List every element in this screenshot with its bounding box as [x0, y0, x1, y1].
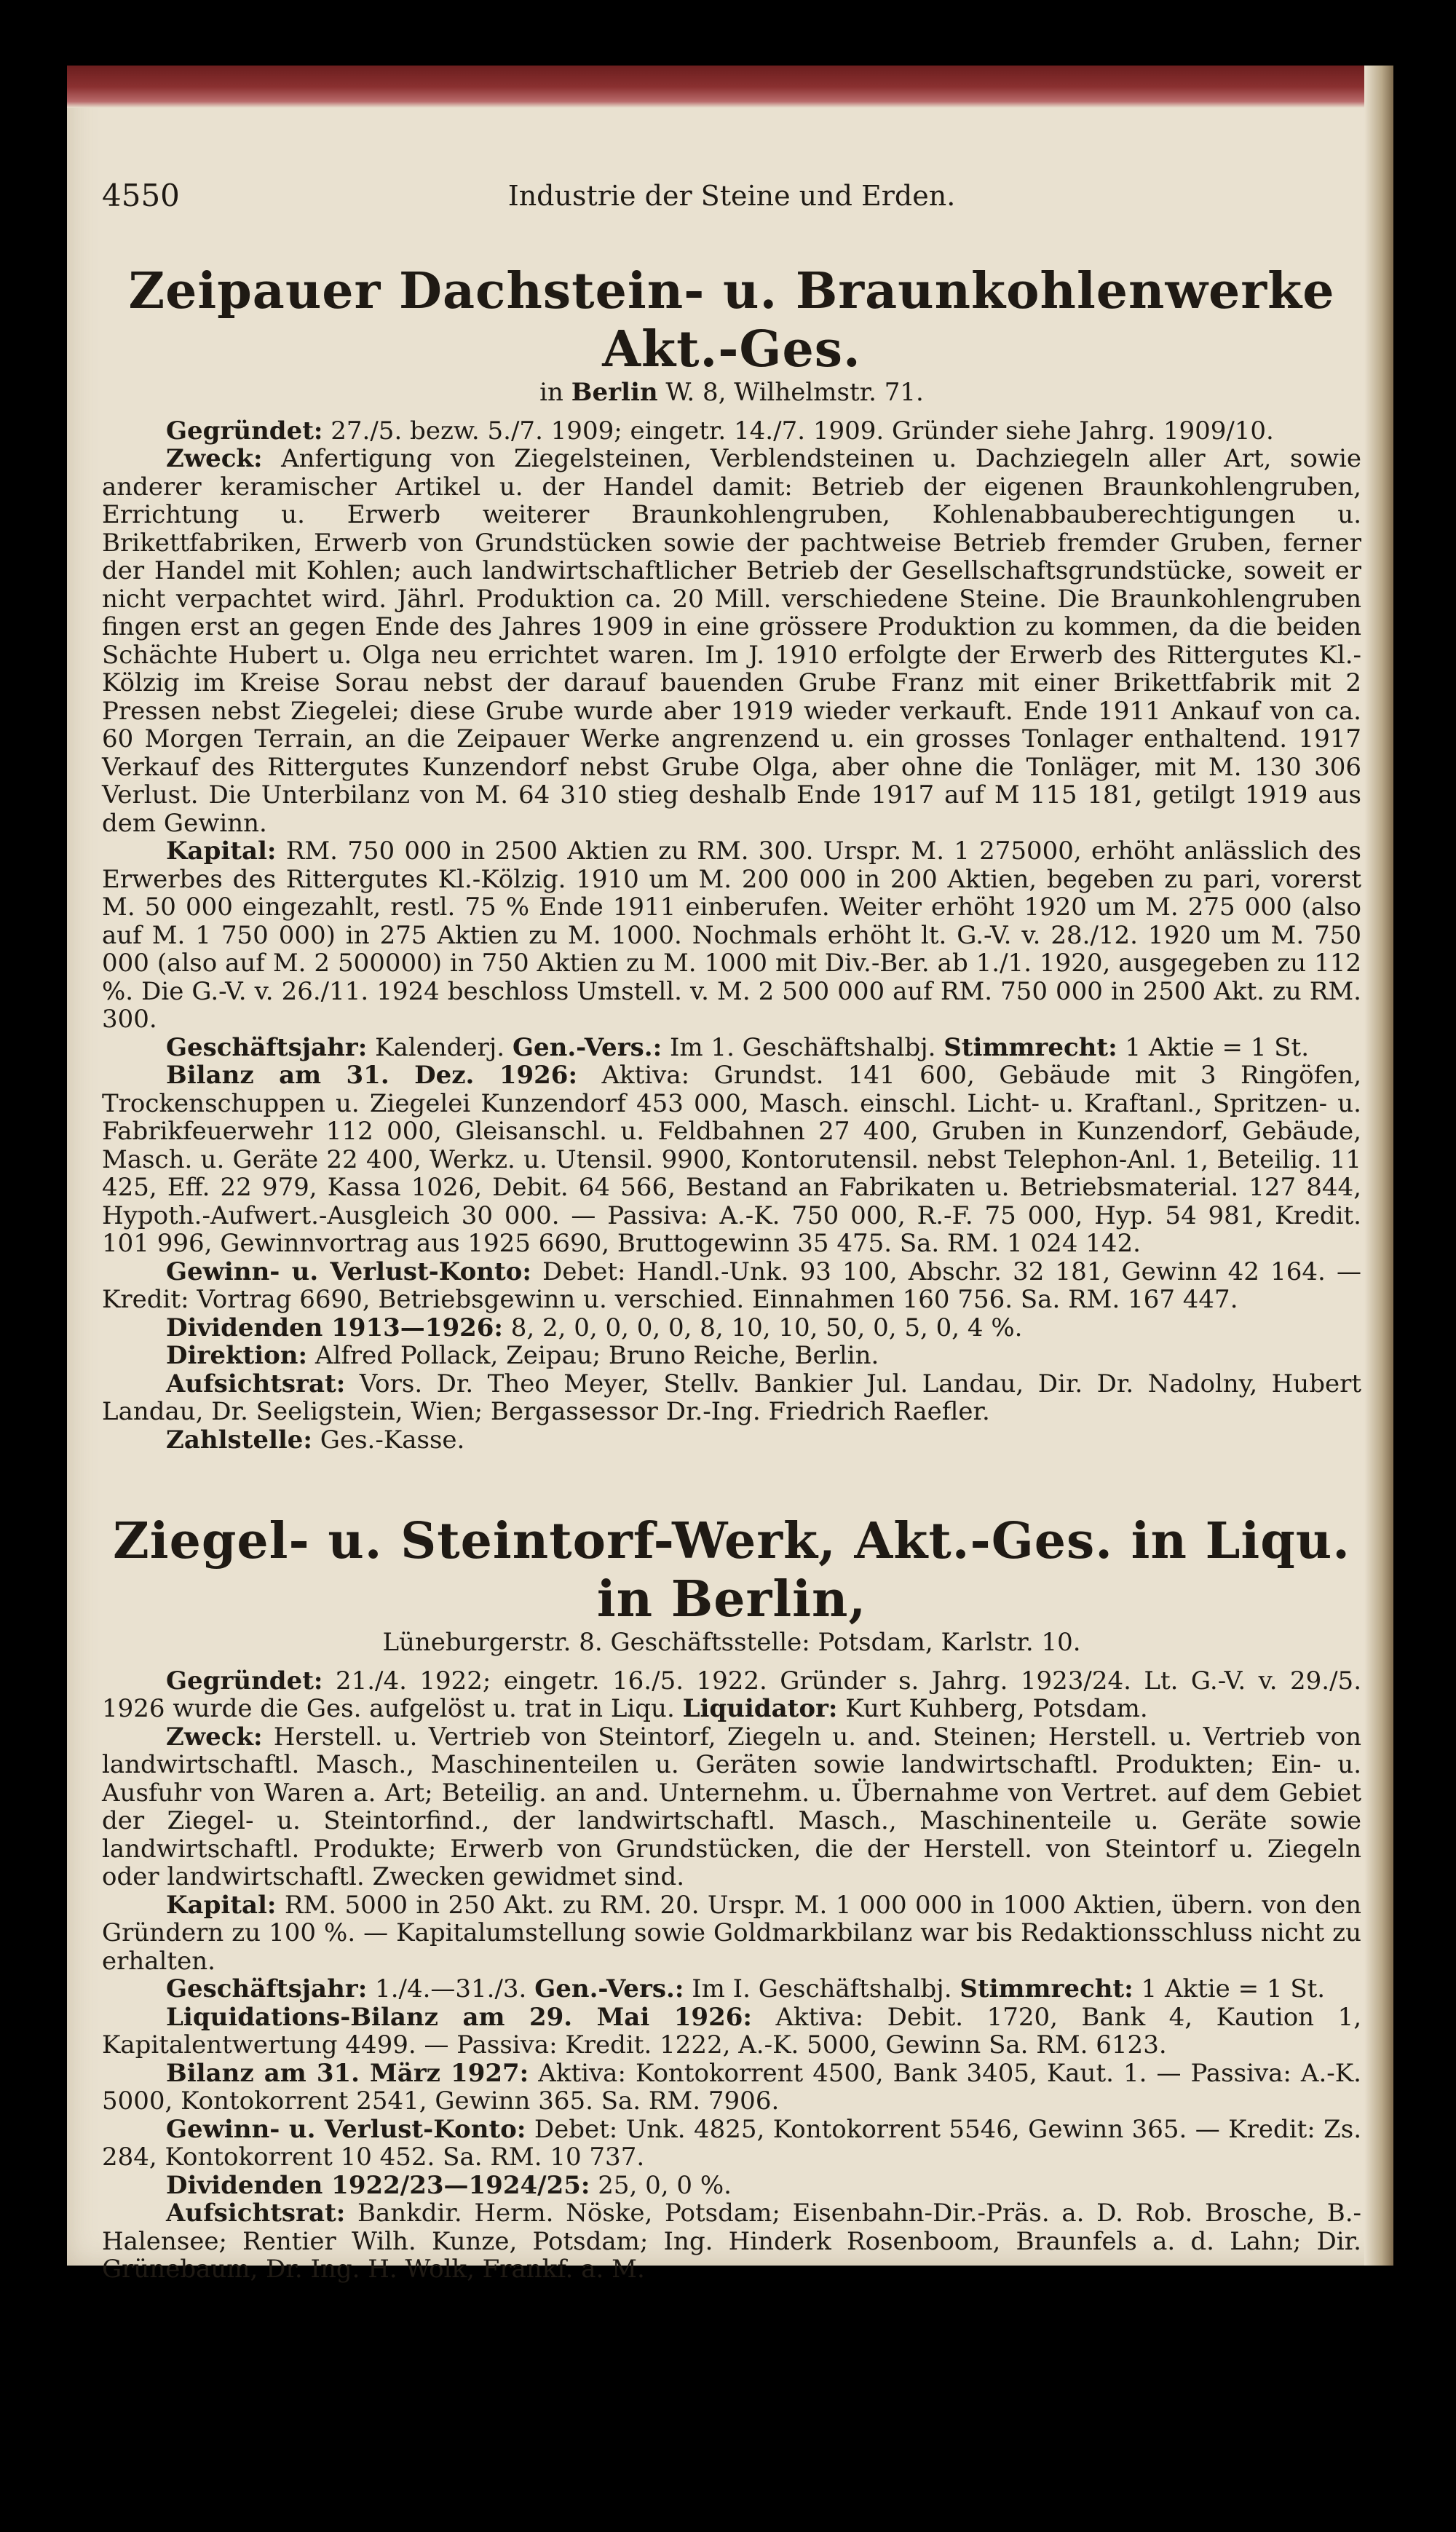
founded-paragraph: Gegründet: 27./5. bezw. 5./7. 1909; eingetr. 14./7. 1909. Gründer siehe Jahrg. 1909/10. — [166, 416, 1274, 446]
page-right-edge — [1364, 66, 1393, 2266]
company-title: Ziegel- u. Steintorf-Werk, Akt.-Ges. in Liqu. in Berlin, — [113, 1512, 1350, 1629]
balance-paragraph: Bilanz am 31. Dez. 1926: Aktiva: Grundst. 141 600, Gebäude mit 3 Ringöfen, Trockenschuppen u. Ziegelei Kunzendorf 453 000, Masch. einschl. Licht- u. Kraftanl., Spritzen- u. Fabrikfeuerwehr 112 000, Gleisanschl. u. Feldbahnen 27 400, Gruben in Kunzendorf, Gebäude, Masch. u. Geräte 22 400, Werkz. u. Utensil. 9900, Kontorutensil. nebst Telephon-Anl. 1, Beteilig. 11 425, Eff. 22 979, Kassa 1026, Debit. 64 566, Bestand an Fabrikaten u. Betriebsmaterial. 127 844, Hypoth.-Aufwert.-Ausgleich 30 000. — Passiva: A.-K. 750 000, R.-F. 75 000, Hyp. 54 981, Kredit. 101 996, Gewinnvortrag aus 1925 6690, Bruttogewinn 35 475. Sa. RM. 1 024 142. — [102, 1061, 1361, 1258]
company-location: in Berlin W. 8, Wilhelmstr. 71. — [539, 378, 924, 407]
section-gap — [102, 1454, 1361, 1512]
company-title: Zeipauer Dachstein- u. Braunkohlenwerke Akt.-Ges. — [128, 262, 1335, 379]
page-content — [102, 178, 1362, 2284]
page-number: 4550 — [102, 178, 180, 213]
dividends-paragraph: Dividenden 1913—1926: 8, 2, 0, 0, 0, 0, 8, 10, 10, 50, 0, 5, 0, 4 %. — [166, 1313, 1023, 1342]
running-header — [102, 178, 1361, 226]
book-page — [67, 66, 1393, 2284]
paying-agent-paragraph: Zahlstelle: Ges.-Kasse. — [166, 1425, 465, 1455]
capital-paragraph: Kapital: RM. 5000 in 250 Akt. zu RM. 20. Urspr. M. 1 000 000 in 1000 Aktien, übern. von den Gründern zu 100 %. — Kapitalumstellung sowie Goldmarkbilanz war bis Redaktionsschluss nicht zu erhalten. — [102, 1890, 1361, 1976]
founded-paragraph: Gegründet: 21./4. 1922; eingetr. 16./5. 1922. Gründer s. Jahrg. 1923/24. Lt. G.-V. v. 29./5. 1926 wurde die Ges. aufgelöst u. trat in Liqu. Liquidator: Kurt Kuhberg, Potsdam. — [102, 1666, 1361, 1723]
board-paragraph: Aufsichtsrat: Bankdir. Herm. Nöske, Potsdam; Eisenbahn-Dir.-Präs. a. D. Rob. Brosche, B.-Halensee; Rentier Wilh. Kunze, Potsdam; Ing. Hinderk Rosenboom, Braunfels a. d. Lahn; Dir. Grünebaum, Dr. Ing. H. Wolk, Frankf. a. M. — [102, 2199, 1361, 2284]
company-entry-1 — [102, 262, 1361, 1454]
balance-paragraph: Bilanz am 31. März 1927: Aktiva: Kontokorrent 4500, Bank 3405, Kaut. 1. — Passiva: A.-K. 5000, Kontokorrent 2541, Gewinn 365. Sa. RM. 7906. — [102, 2058, 1361, 2116]
book-spine-edge — [67, 66, 1393, 108]
running-title: Industrie der Steine und Erden. — [507, 180, 956, 212]
profit-loss-paragraph: Gewinn- u. Verlust-Konto: Debet: Unk. 4825, Kontokorrent 5546, Gewinn 365. — Kredit: Zs. 284, Kontokorrent 10 452. Sa. RM. 10 737. — [102, 2114, 1361, 2172]
fiscal-paragraph: Geschäftsjahr: Kalenderj. Gen.-Vers.: Im 1. Geschäftshalbj. Stimmrecht: 1 Aktie = 1 St. — [166, 1032, 1310, 1062]
purpose-paragraph: Zweck: Anfertigung von Ziegelsteinen, Verblendsteinen u. Dachziegeln aller Art, sowie anderer keramischer Artikel u. der Handel damit: Betrieb der eigenen Braunkohlengruben, Errichtung u. Erwerb weiterer Braunkohlengruben, Kohlenabbauberechtigungen u. Brikettfabriken, Erwerb von Grundstücken sowie der pachtweise Betrieb fremder Gruben, ferner der Handel mit Kohlen; auch landwirtschaftlicher Betrieb der Gesellschaftsgrundstücke, soweit er nicht verpachtet wird. Jährl. Produktion ca. 20 Mill. verschiedene Steine. Die Braunkohlengruben fingen erst an gegen Ende des Jahres 1909 in eine grössere Produktion zu kommen, da die beiden Schächte Hubert u. Olga neu errichtet waren. Im J. 1910 erfolgte der Erwerb des Rittergutes Kl.-Kölzig im Kreise Sorau nebst der darauf bauenden Grube Franz mit einer Brikettfabrik mit 2 Pressen nebst Ziegelei; diese Grube wurde aber 1919 wieder verkauft. Ende 1911 Ankauf von ca. 60 Morgen Terrain, an die Zeipauer Werke angrenzend u. ein grosses Tonlager enthaltend. 1917 Verkauf des Rittergutes Kunzendorf nebst Grube Olga, aber ohne die Tonläger, mit M. 130 306 Verlust. Die Unterbilanz von M. 64 310 stieg deshalb Ende 1917 auf M 115 181, getilgt 1919 aus dem Gewinn. — [102, 444, 1361, 838]
capital-paragraph: Kapital: RM. 750 000 in 2500 Aktien zu RM. 300. Urspr. M. 1 275000, erhöht anlässlich des Erwerbes des Rittergutes Kl.-Kölzig. 1910 um M. 200 000 in 200 Aktien, begeben zu pari, vorerst M. 50 000 eingezahlt, restl. 75 % Ende 1911 einberufen. Weiter erhöht 1920 um M. 275 000 (also auf M. 1 750 000) in 275 Aktien zu M. 1000. Nochmals erhöht lt. G.-V. v. 28./12. 1920 um M. 750 000 (also auf M. 2 500000) in 750 Aktien zu M. 1000 mit Div.-Ber. ab 1./1. 1920, ausgegeben zu 112 %. Die G.-V. v. 26./11. 1924 beschloss Umstell. v. M. 2 500 000 auf RM. 750 000 in 2500 Akt. zu RM. 300. — [102, 836, 1361, 1034]
liquidation-balance-paragraph: Liquidations-Bilanz am 29. Mai 1926: Aktiva: Debit. 1720, Bank 4, Kaution 1, Kapitalentwertung 4499. — Passiva: Kredit. 1222, A.-K. 5000, Gewinn Sa. RM. 6123. — [102, 2002, 1362, 2060]
direction-paragraph: Direktion: Alfred Pollack, Zeipau; Bruno Reiche, Berlin. — [166, 1341, 879, 1370]
company-entry-2 — [102, 1512, 1361, 2284]
board-paragraph: Aufsichtsrat: Vors. Dr. Theo Meyer, Stellv. Bankier Jul. Landau, Dir. Dr. Nadolny, Hubert Landau, Dr. Seeligstein, Wien; Bergassessor Dr.-Ing. Friedrich Raefler. — [102, 1369, 1361, 1426]
purpose-paragraph: Zweck: Herstell. u. Vertrieb von Steintorf, Ziegeln u. and. Steinen; Herstell. u. Vertrieb von landwirtschaftl. Masch., Maschinenteilen u. Geräten sowie landwirtschaftl. Produkten; Ein- u. Ausfuhr von Waren a. Art; Beteilig. an and. Unternehm. u. Übernahme von Vertret. auf dem Gebiet der Ziegel- u. Steintorfind., der landwirtschaftl. Masch., Maschinenteile u. Geräte sowie landwirtschaftl. Produkte; Erwerb von Grundstücken, die der Herstell. von Steintorf u. Ziegeln oder landwirtschaftl. Zwecken gewidmet sind. — [102, 1722, 1361, 1891]
fiscal-paragraph: Geschäftsjahr: 1./4.—31./3. Gen.-Vers.: Im I. Geschäftshalbj. Stimmrecht: 1 Aktie = 1 St. — [166, 1974, 1326, 2003]
profit-loss-paragraph: Gewinn- u. Verlust-Konto: Debet: Handl.-Unk. 93 100, Abschr. 32 181, Gewinn 42 164. — Kredit: Vortrag 6690, Betriebsgewinn u. verschied. Einnahmen 160 756. Sa. RM. 167 447. — [102, 1257, 1361, 1314]
dividends-paragraph: Dividenden 1922/23—1924/25: 25, 0, 0 %. — [166, 2170, 732, 2200]
company-address: Lüneburgerstr. 8. Geschäftsstelle: Potsdam, Karlstr. 10. — [382, 1628, 1081, 1657]
